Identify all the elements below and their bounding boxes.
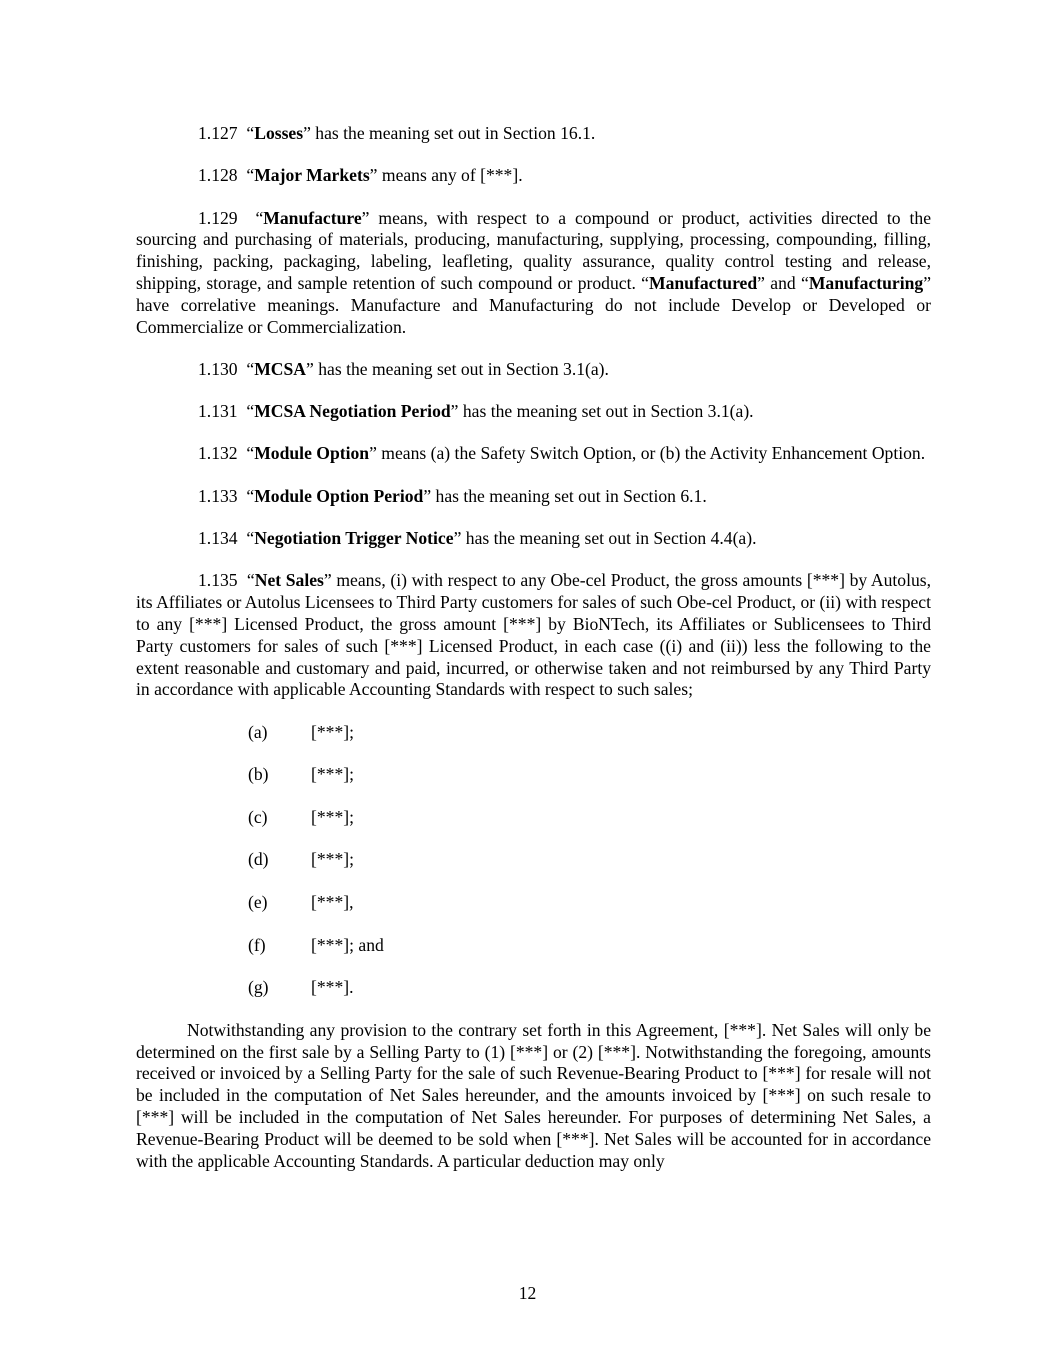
- section-number: 1.131: [198, 401, 238, 422]
- definition-1-134: [136, 528, 931, 550]
- list-item-value: [***];: [311, 806, 354, 827]
- list-item-letter: (f): [248, 934, 266, 955]
- list-item: [136, 892, 931, 914]
- open-quote: “: [246, 443, 255, 464]
- definition-text: ” has the meaning set out in Section 16.1.: [303, 123, 596, 143]
- open-quote: “: [246, 570, 255, 591]
- deductions-list: [136, 722, 931, 999]
- list-item-letter: (a): [248, 721, 268, 742]
- list-item-value: [***];: [311, 721, 354, 742]
- defined-term: Losses: [254, 123, 304, 143]
- definition-text: ” have correlative meanings. Manufacture and Manufacturing do not include Develop or Developed or Commercialize or Commercialization.: [136, 272, 931, 337]
- defined-term: MCSA: [254, 358, 307, 379]
- open-quote: “: [246, 165, 255, 186]
- list-item: [136, 849, 931, 871]
- defined-term: Net Sales: [254, 570, 324, 591]
- definition-text: ” and “: [757, 272, 809, 293]
- list-item-letter: (d): [248, 849, 269, 870]
- closing-paragraph: Notwithstanding any provision to the contrary set forth in this Agreement, [***]. Net Sales will only be determined on the first sale by a Selling Party to (1) [***] or (2) [***]. Notwithstanding the foregoing, amounts received or invoiced by a Selling Party for the sale of such Revenue-Bearing Product to [***] for resale will not be included in the computation of Net Sales hereunder, and the amounts invoiced by [***] on such resale to [***] will be included in the computation of Net Sales hereunder. For purposes of determining Net Sales, a Revenue-Bearing Product will be deemed to be sold when [***]. Net Sales will be accounted for in accordance with the applicable Accounting Standards. A particular deduction may only: [136, 1019, 931, 1171]
- section-number: 1.135: [198, 570, 238, 591]
- list-item: [136, 722, 931, 744]
- definition-1-135: [136, 570, 931, 701]
- definition-text: ” means, with respect to a compound or product, activities directed to the sourcing and purchasing of materials, producing, manufacturing, supplying, processing, compounding, filling, finishing, packing, packaging, labeling, leafleting, quality assurance, quality control testing and release, shipping, storage, and sample retention of such compound or product. “: [136, 207, 932, 293]
- definition-1-132: [136, 443, 931, 465]
- list-item: [136, 935, 931, 957]
- list-item-value: [***].: [311, 977, 354, 998]
- definition-text: ” has the meaning set out in Section 3.1(a).: [306, 358, 609, 379]
- page-number: 12: [518, 1283, 537, 1303]
- section-number: 1.134: [198, 528, 238, 549]
- list-item-value: [***];: [311, 849, 354, 870]
- open-quote: “: [246, 485, 255, 506]
- definition-1-130: [136, 359, 931, 381]
- list-item: [136, 807, 931, 829]
- section-number: 1.132: [198, 443, 238, 464]
- defined-term: Module Option Period: [254, 485, 424, 506]
- list-item-value: [***]; and: [311, 934, 384, 955]
- section-number: 1.133: [198, 485, 238, 506]
- definition-text: ” has the meaning set out in Section 3.1(a).: [450, 401, 754, 422]
- definition-1-129: [136, 208, 931, 339]
- open-quote: “: [246, 401, 255, 422]
- definition-text: ” means (a) the Safety Switch Option, or (b) the Activity Enhancement Option.: [369, 443, 926, 464]
- list-item-letter: (e): [248, 892, 268, 913]
- definition-text: ” means, (i) with respect to any Obe-cel Product, the gross amounts [***] by Autolus, its Affiliates or Autolus Licensees to Third Party customers for sales of such Obe-cel Product, or (ii) with respect to any [***] Licensed Product, the gross amount [***] by BioNTech, its Affiliates or Sublicensees to Third Party customers for sales of such [***] Licensed Product, in each case ((i) and (ii)) less the following to the extent reasonable and customary and paid, incurred, or otherwise taken and not reimbursed by any Third Party in accordance with applicable Accounting Standards with respect to such sales;: [136, 570, 932, 700]
- open-quote: “: [246, 358, 255, 379]
- list-item-value: [***];: [311, 764, 354, 785]
- section-number: 1.128: [198, 165, 238, 186]
- list-item-letter: (b): [248, 764, 269, 785]
- defined-term: Manufacturing: [808, 272, 924, 293]
- definition-1-133: [136, 486, 931, 508]
- list-item: [136, 764, 931, 786]
- defined-term: Manufacture: [263, 207, 362, 228]
- definition-1-127: [136, 123, 931, 145]
- list-item: [136, 977, 931, 999]
- open-quote: “: [255, 207, 264, 228]
- definition-text: ” means any of [***].: [369, 165, 523, 186]
- defined-term: Module Option: [254, 443, 370, 464]
- section-number: 1.129: [198, 207, 238, 228]
- definition-1-128: [136, 165, 931, 187]
- definition-text: ” has the meaning set out in Section 6.1.: [423, 485, 707, 506]
- section-number: 1.127: [198, 123, 238, 143]
- list-item-letter: (c): [248, 806, 268, 827]
- definition-1-131: [136, 401, 931, 423]
- open-quote: “: [246, 123, 255, 143]
- definition-text: ” has the meaning set out in Section 4.4(a).: [453, 528, 757, 549]
- list-item-letter: (g): [248, 977, 269, 998]
- list-item-value: [***],: [311, 892, 354, 913]
- section-number: 1.130: [198, 358, 238, 379]
- defined-term: Negotiation Trigger Notice: [254, 528, 454, 549]
- defined-term: MCSA Negotiation Period: [254, 401, 451, 422]
- defined-term: Manufactured: [648, 272, 758, 293]
- defined-term: Major Markets: [254, 165, 370, 186]
- document-page: [136, 123, 931, 1193]
- open-quote: “: [246, 528, 255, 549]
